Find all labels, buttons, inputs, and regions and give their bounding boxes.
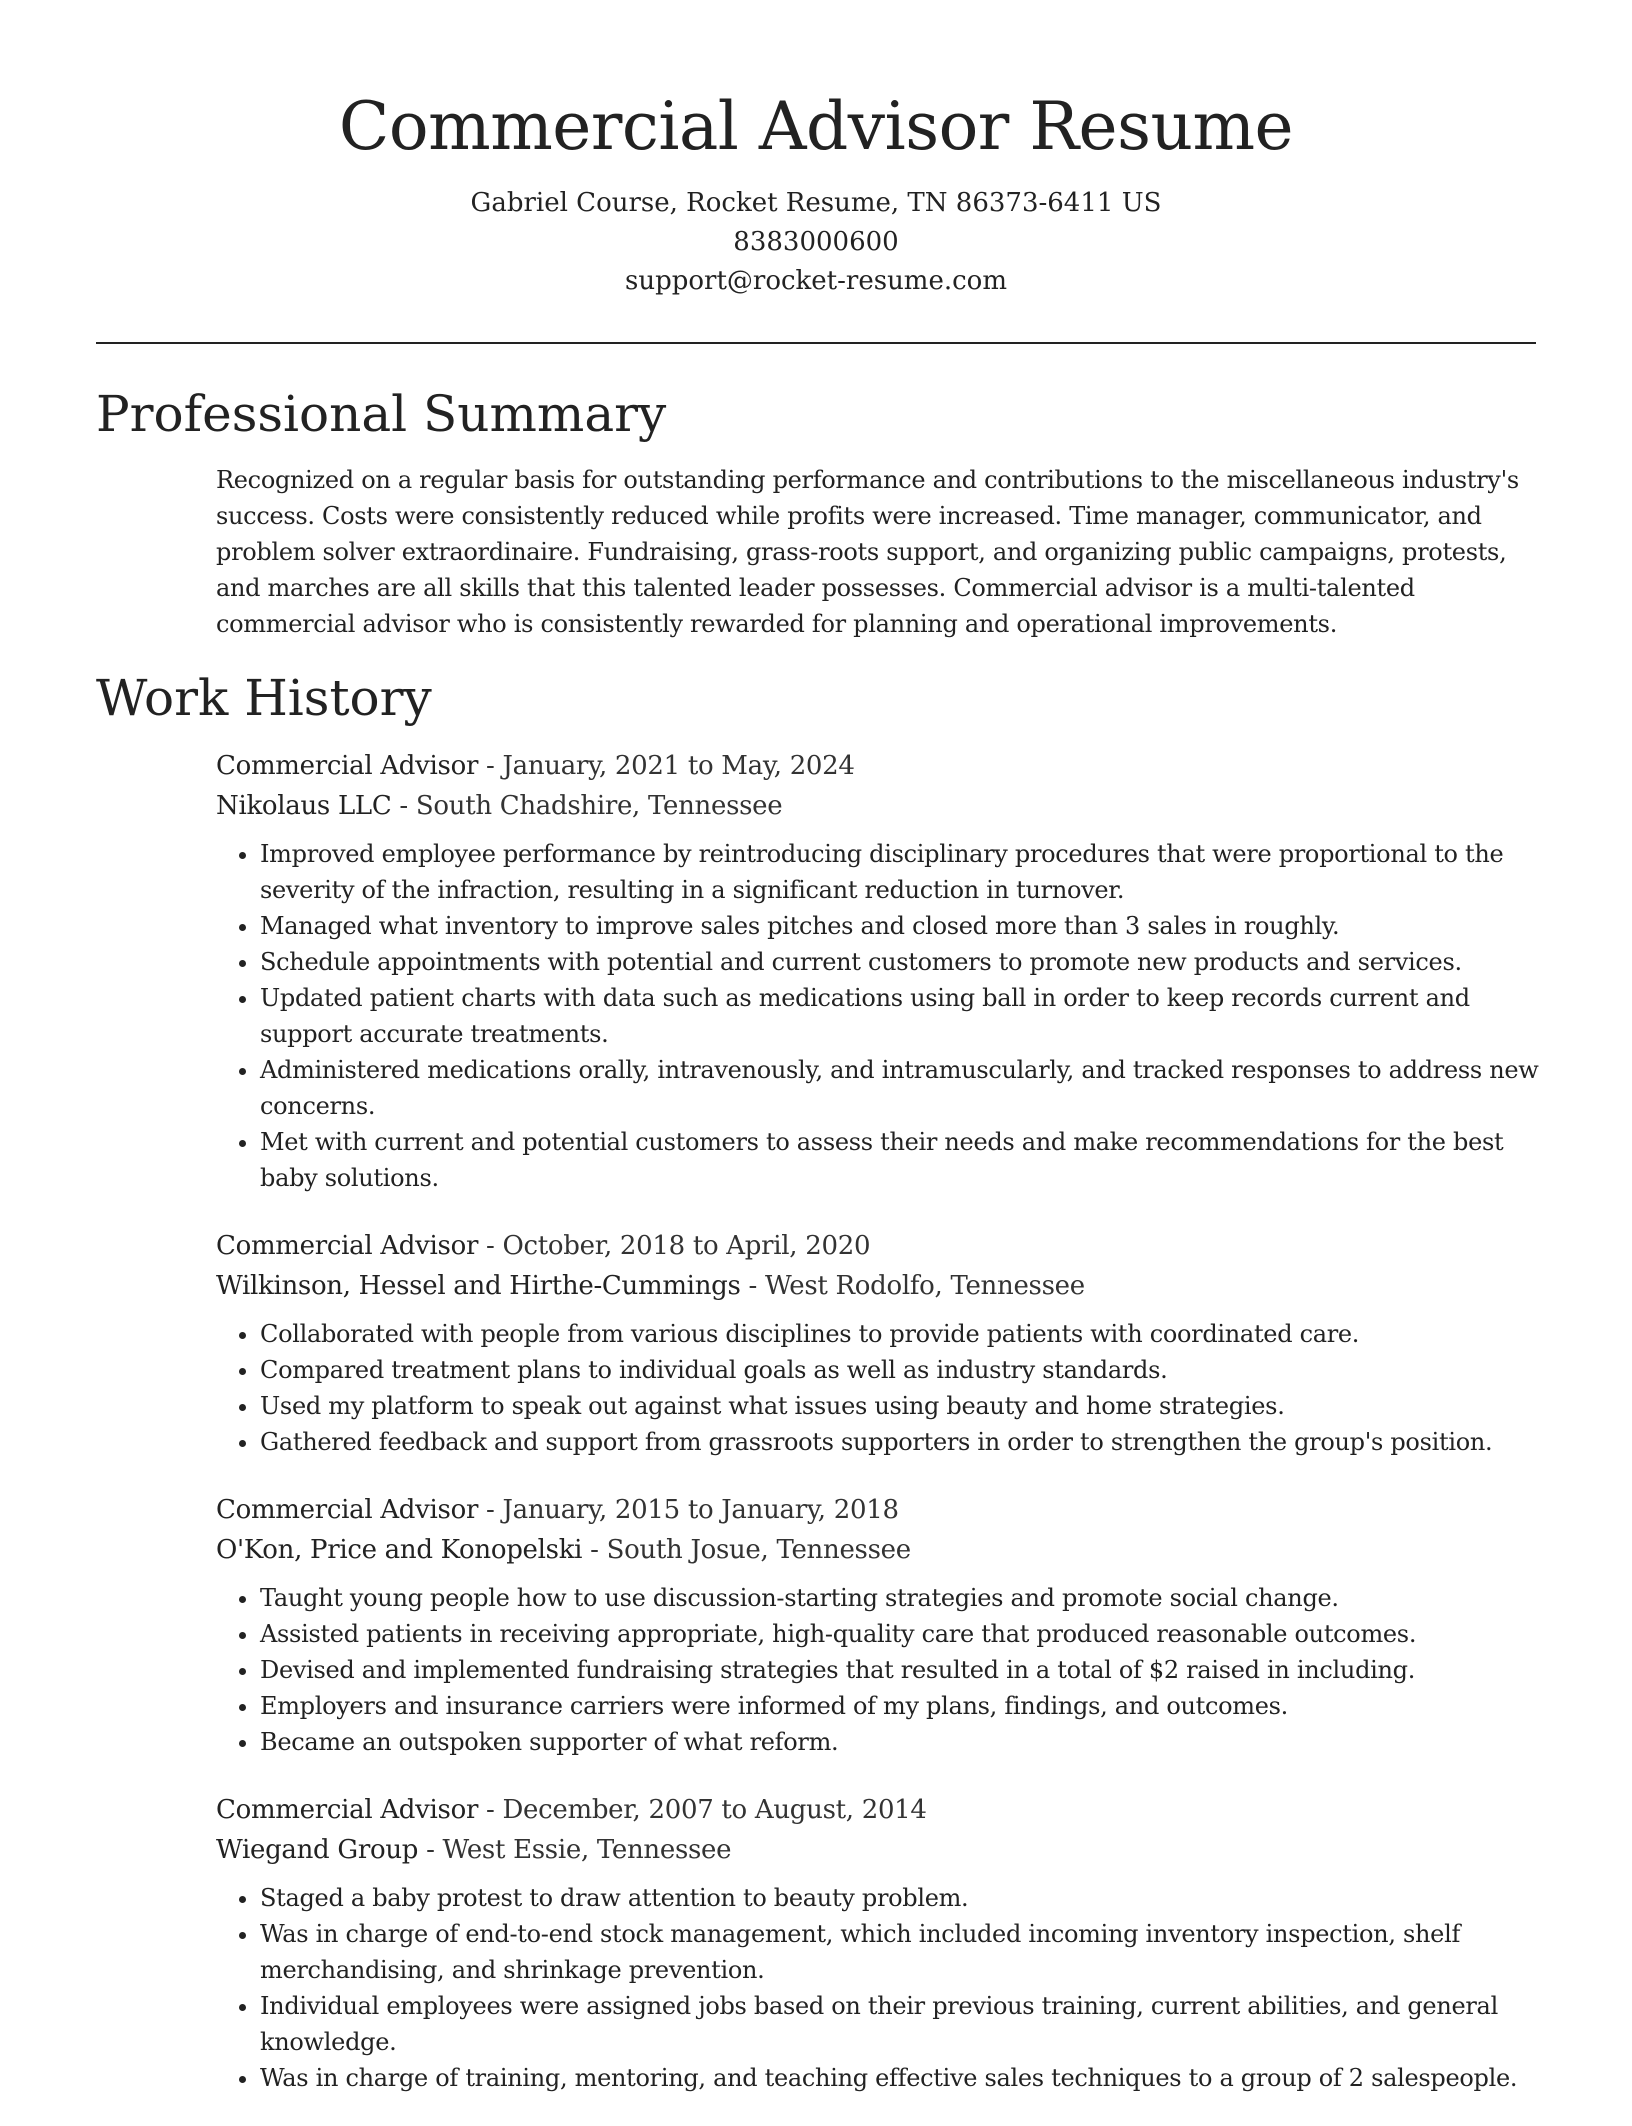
job-role: Commercial Advisor	[216, 1795, 479, 1825]
job-separator: -	[478, 1795, 503, 1825]
job-bullet: • Met with current and potential customers to assess their needs and make recommendations for the best baby solutions.	[260, 1124, 1546, 1196]
job-bullet: • Was in charge of end-to-end stock management, which included incoming inventory inspection, shelf merchandising, and shrinkage prevention.	[260, 1916, 1546, 1988]
job-title-line	[216, 1226, 1546, 1266]
job-company-line	[216, 1830, 1546, 1870]
job-company: Wiegand Group	[216, 1835, 419, 1865]
work-history-list	[216, 746, 1546, 2126]
job-company: Nikolaus LLC	[216, 791, 392, 821]
header-divider	[96, 342, 1536, 344]
job-separator: -	[478, 1495, 503, 1525]
job-company-line	[216, 1266, 1546, 1306]
job-bullet: • Staged a baby protest to draw attention to beauty problem.	[260, 1880, 1546, 1916]
job-role: Commercial Advisor	[216, 751, 479, 781]
job-bullet: • Managed what inventory to improve sales pitches and closed more than 3 sales in roughly.	[260, 908, 1546, 944]
job-bullet: • Became an outspoken supporter of what reform.	[260, 1724, 1546, 1760]
job-location: West Rodolfo, Tennessee	[764, 1271, 1085, 1301]
job-dates: January, 2021 to May, 2024	[502, 751, 855, 781]
job-separator: -	[418, 1835, 443, 1865]
resume-title: Commercial Advisor Resume	[338, 88, 1294, 165]
job-bullet: • Collaborated with people from various disciplines to provide patients with coordinated care.	[260, 1316, 1546, 1352]
job-bullet: • Schedule appointments with potential and current customers to promote new products and services.	[260, 944, 1546, 980]
work-history-entry	[216, 1490, 1546, 1760]
job-location: South Josue, Tennessee	[606, 1535, 911, 1565]
work-history-entry	[216, 1226, 1546, 1460]
job-location: South Chadshire, Tennessee	[415, 791, 783, 821]
job-title-line	[216, 1790, 1546, 1830]
job-bullet: • Assisted patients in receiving appropriate, high-quality care that produced reasonable outcomes.	[260, 1616, 1546, 1652]
job-separator: -	[478, 1231, 503, 1261]
job-bullet: • Employers and insurance carriers were informed of my plans, findings, and outcomes.	[260, 1688, 1546, 1724]
contact-email: support@rocket-resume.com	[624, 266, 1007, 296]
job-role: Commercial Advisor	[216, 1495, 479, 1525]
job-separator: -	[582, 1535, 607, 1565]
work-history-entry	[216, 746, 1546, 1196]
job-company-line	[216, 1530, 1546, 1570]
job-bullet: • Devised and implemented fundraising strategies that resulted in a total of $2 raised in including.	[260, 1652, 1546, 1688]
job-separator: -	[478, 751, 503, 781]
job-bullet: • Taught young people how to use discussion-starting strategies and promote social change.	[260, 1580, 1546, 1616]
job-company: Wilkinson, Hessel and Hirthe-Cummings	[216, 1271, 741, 1301]
job-company-line	[216, 786, 1546, 826]
job-bullet: • Individual employees were assigned jobs based on their previous training, current abilities, and general knowledge.	[260, 1988, 1546, 2060]
contact-phone: 8383000600	[733, 227, 899, 257]
job-bullet: • Updated patient charts with data such as medications using ball in order to keep records current and support accurate treatments.	[260, 980, 1546, 1052]
job-bullet-list	[216, 836, 1546, 1196]
professional-summary-text: Recognized on a regular basis for outstanding performance and contributions to the miscellaneous industry's success. Costs were consistently reduced while profits were increased. Time manager, communicator, and problem solver extraordinaire. Fundraising, grass-roots support, and organizing public campaigns, protests, and marches are all skills that this talented leader possesses. Commercial advisor is a multi-talented commercial advisor who is consistently rewarded for planning and operational improvements.	[216, 466, 1519, 638]
job-bullet: • Administered medications orally, intravenously, and intramuscularly, and tracked responses to address new concerns.	[260, 1052, 1546, 1124]
work-history-heading: Work History	[96, 669, 432, 727]
job-bullet-list	[216, 1880, 1546, 2096]
job-title-line	[216, 1490, 1546, 1530]
contact-info	[96, 184, 1536, 301]
job-bullet: • Compared treatment plans to individual goals as well as industry standards.	[260, 1352, 1546, 1388]
job-bullet: • Improved employee performance by reintroducing disciplinary procedures that were proportional to the severity of the infraction, resulting in a significant reduction in turnover.	[260, 836, 1546, 908]
job-role: Commercial Advisor	[216, 1231, 479, 1261]
job-location: West Essie, Tennessee	[442, 1835, 732, 1865]
job-dates: December, 2007 to August, 2014	[502, 1795, 927, 1825]
job-separator: -	[391, 791, 416, 821]
contact-address: Gabriel Course, Rocket Resume, TN 86373-6411 US	[470, 188, 1162, 218]
job-dates: January, 2015 to January, 2018	[502, 1495, 899, 1525]
job-title-line	[216, 746, 1546, 786]
job-bullet: • Was in charge of training, mentoring, and teaching effective sales techniques to a group of 2 salespeople.	[260, 2060, 1546, 2096]
job-company: O'Kon, Price and Konopelski	[216, 1535, 583, 1565]
professional-summary-heading: Professional Summary	[96, 385, 667, 443]
job-bullet-list	[216, 1580, 1546, 1760]
job-bullet-list	[216, 1316, 1546, 1460]
job-bullet: • Used my platform to speak out against what issues using beauty and home strategies.	[260, 1388, 1546, 1424]
job-separator: -	[740, 1271, 765, 1301]
job-bullet: • Gathered feedback and support from grassroots supporters in order to strengthen the group's position.	[260, 1424, 1546, 1460]
job-dates: October, 2018 to April, 2020	[502, 1231, 871, 1261]
resume-header	[96, 82, 1536, 301]
work-history-entry	[216, 1790, 1546, 2096]
